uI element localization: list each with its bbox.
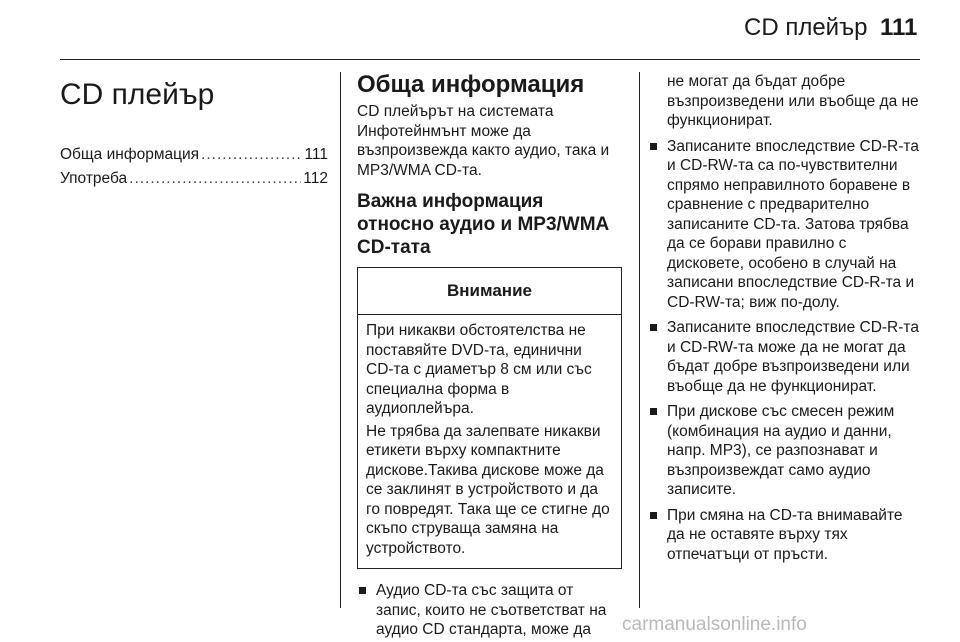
- toc-entry-label: Употреба: [60, 170, 128, 187]
- right-column: [648, 72, 923, 564]
- toc-entry[interactable]: [60, 167, 328, 191]
- main-column: [357, 72, 622, 640]
- list-item-text: Записаните впоследствие CD-R-та и CD-RW-та са по-чувствителни спрямо неправилното боравене в сравнение с предварително записаните CD-та. Затова трябва да се борави правилно с дисковете, особено в случай на записани впоследствие CD-R-та и CD-RW-та; виж по-долу.: [667, 137, 919, 311]
- column-divider: [340, 72, 341, 608]
- header-title: CD плейър: [744, 14, 868, 41]
- watermark: carmanualsonline.info: [622, 614, 807, 635]
- header-rule: [60, 59, 920, 60]
- list-item: [648, 506, 923, 565]
- list-item-text: При дискове със смесен режим (комбинация на аудио и данни, напр. MP3), се разпознават и възпроизвеждат само аудио записите.: [667, 403, 895, 498]
- toc-entry-page: 112: [303, 170, 328, 187]
- page-number: 111: [880, 14, 918, 41]
- toc-title: CD плейър: [60, 78, 215, 111]
- toc-entry[interactable]: [60, 143, 328, 167]
- toc-leader: [129, 167, 301, 191]
- toc-leader: [201, 143, 302, 167]
- list-item: [648, 137, 923, 313]
- subsection-heading: Важна информация относно аудио и MP3/WMA CD-тата: [357, 191, 609, 258]
- warning-title: Внимание: [358, 268, 621, 315]
- column-divider: [639, 72, 640, 608]
- section-heading: Обща информация: [357, 71, 585, 98]
- list-item-text: При смяна на CD-та внимавайте да не оставяте върху тях отпечатъци от пръсти.: [667, 506, 903, 563]
- bullet-square-icon: [650, 143, 657, 150]
- bullet-square-icon: [359, 587, 366, 594]
- toc-entry-page: 111: [304, 146, 328, 163]
- bullet-square-icon: [650, 324, 657, 331]
- list-item: [648, 402, 923, 500]
- warning-box: [357, 267, 622, 569]
- warning-paragraph: Не трябва да залепвате никакви етикети върху компактните дискове.Такива дискове може да се заклинят в устройството и да го повредят. Така ще се стигне до скъпо струваща замяна на устройството.: [366, 422, 610, 557]
- list-item: [648, 318, 923, 396]
- list-item: [357, 581, 622, 640]
- toc-entry-label: Обща информация: [60, 146, 200, 163]
- bullet-square-icon: [650, 512, 657, 519]
- list-item-text: Записаните впоследствие CD-R-та и CD-RW-та може да не могат да бъдат добре възпроизведени или въобще да не функционират.: [667, 319, 919, 395]
- bullet-square-icon: [650, 408, 657, 415]
- toc-column: [60, 72, 328, 191]
- warning-paragraph: При никакви обстоятелства не поставяйте DVD-та, единични CD-та с диаметър 8 см или със специална форма в аудиоплейъра.: [366, 322, 592, 417]
- list-item-text: Аудио CD-та със защита от запис, които не съответстват на аудио CD стандарта, може да: [376, 582, 607, 638]
- intro-paragraph: CD плейърът на системата Инфотейнмънт може да възпроизвежда както аудио, така и MP3/WMA CD-та.: [357, 103, 610, 179]
- continued-paragraph: не могат да бъдат добре възпроизведени или въобще да не функционират.: [667, 73, 919, 129]
